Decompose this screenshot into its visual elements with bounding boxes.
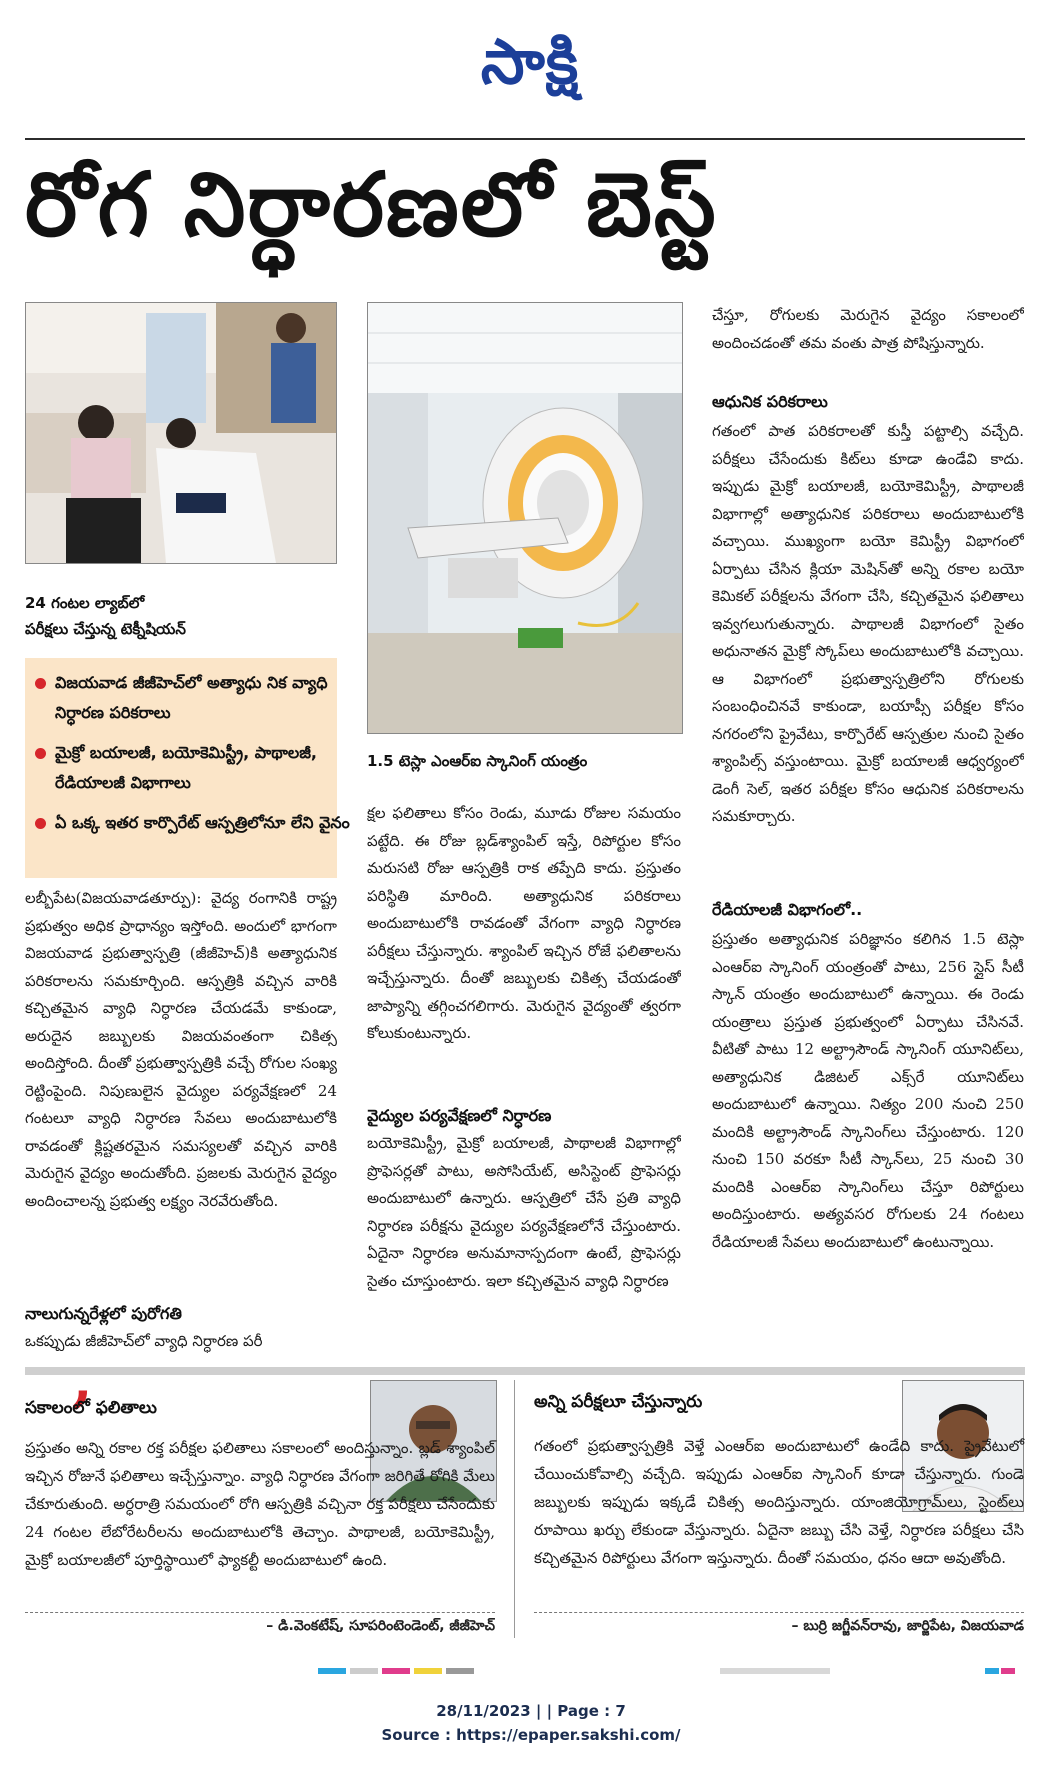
masthead-logo (420, 22, 640, 102)
logo-text: సాక్షి (480, 25, 580, 98)
highlight-item (35, 738, 351, 798)
box-left-text: ప్రస్తుతం అన్ని రకాల రక్త పరీక్షల ఫలితాలు సకాలంలో అందిస్తున్నాం. బ్లడ్‌ శ్యాంపిల్‌ ఇచ్చిన రోజునే ఫలితాలు ఇచ్చేస్తున్నాం. వ్యాధి నిర్ధారణ వేగంగా జరిగితే రోగికి మేలు చేకూరుతుంది. అర్ధరాత్రి సమయంలో రోగి ఆస్పత్రికి వచ్చినా రక్త పరీక్షలు చేసేందుకు 24 గంటల లేబోరేటరీలను అందుబాటులోకి తెచ్చాం. పాథాలజీ, బయోకెమిస్ట్రీ, మైక్రో బయాలజీలో పూర్తిస్థాయిలో ఫ్యాకల్టీ అందుబాటులో ఉంది. (25, 1439, 495, 1569)
photo1-caption-line1: 24 గంటల ల్యాబ్‌లో (25, 594, 145, 612)
article-column-1 (25, 885, 337, 1297)
box-left-divider (25, 1612, 495, 1613)
box-right-divider (534, 1612, 1024, 1613)
photo1-caption (25, 590, 345, 642)
article-column-3-c (712, 926, 1024, 1356)
photo-lab-technician (25, 302, 337, 564)
box-right-title: అన్ని పరీక్షలూ చేస్తున్నారు (534, 1392, 703, 1412)
section-band (25, 1367, 1025, 1375)
bullet-icon (35, 818, 46, 829)
subheading-radiology: రేడియాలజీ విభాగంలో.. (712, 900, 863, 919)
bullet-icon (35, 748, 46, 759)
color-mark (318, 1668, 346, 1674)
article-col3-text-b: గతంలో పాత పరికరాలతో కుస్తీ పట్టాల్సి వచ్చేది. పరీక్షలు చేసేందుకు కిట్‌లు కూడా ఉండేవి కాదు. ఇప్పుడు మైక్రో బయాలజీ, బయోకెమిస్ట్రీ, పాథాలజీ విభాగాల్లో అత్యాధునిక పరికరాలు అందుబాటులోకి వచ్చాయి. ముఖ్యంగా బయో కెమిస్ట్రీ విభాగంలో ఏర్పాటు చేసిన క్లియా మెషిన్‌తో అన్ని రకాల బయో కెమికల్‌ పరీక్షలను వేగంగా చేసి, కచ్చితమైన ఫలితాలు ఇవ్వగలుగుతున్నారు. పాథాలజీ విభాగంలో సైతం అధునాతన మైక్రో స్కోప్‌లు అందుబాటులోకి వచ్చాయి. ఆ విభాగంలో ప్రభుత్వాస్పత్రిలోని రోగులకు సంబంధించినవే కాకుండా, బయాప్సీ పరీక్షల కోసం నగరంలోని ప్రైవేటు, కార్పొరేట్‌ ఆస్పత్రుల నుంచి సైతం శ్యాంపిల్స్‌ వస్తుంటాయి. మైక్రో బయాలజీ ఆధ్వర్యంలో డెంగీ సెల్‌, ఇతర పరీక్షల కోసం ఆధునిక పరికరాలను సమకూర్చారు. (712, 422, 1024, 825)
color-mark (720, 1668, 830, 1674)
footer-source: Source : https://epaper.sakshi.com/ (381, 1726, 681, 1744)
mri-machine-image (368, 303, 682, 733)
article-column-2-b (367, 1130, 681, 1356)
article-col1-tail-text: ఒకప్పుడు జీజీహెచ్‌లో వ్యాధి నిర్ధారణ పరీ (25, 1332, 263, 1350)
headline: రోగ నిర్ధారణలో బెస్ట్ (25, 153, 718, 256)
color-mark (382, 1668, 410, 1674)
box-left-attribution: – డి.వెంకటేష్‌, సూపరింటెండెంట్‌, జీజీహెచ్‌ (266, 1618, 495, 1634)
photo-mri-machine (367, 302, 683, 734)
highlight-item (35, 668, 351, 728)
highlights-box (25, 658, 350, 878)
highlight-text: మైక్రో బయాలజీ, బయోకెమిస్ట్రీ, పాథాలజీ, రేడియాలజీ విభాగాలు (55, 743, 317, 792)
subheading-supervision: వైద్యుల పర్యవేక్షణలో నిర్ధారణ (367, 1106, 552, 1125)
photo1-caption-line2: పరీక్షలు చేస్తున్న టెక్నీషియన్ (25, 620, 186, 638)
article-column-3-a (712, 302, 1024, 386)
box-divider (514, 1380, 515, 1638)
color-mark (414, 1668, 442, 1674)
highlight-item (35, 808, 351, 838)
highlight-text: ఏ ఒక్క ఇతర కార్పొరేట్‌ ఆస్పత్రిలోనూ లేని వైనం (55, 813, 350, 832)
box-right-text: గతంలో ప్రభుత్వాస్పత్రికి వెళ్తే ఎంఆర్‌ఐ అందుబాటులో ఉండేది కాదు. ప్రైవేటులో చేయించుకోవాల్సి వచ్చేది. ఇప్పుడు ఎంఆర్‌ఐ స్కానింగ్‌ కూడా చేస్తున్నారు. గుండె జబ్బులకు ఇప్పుడు ఇక్కడే చికిత్స అందిస్తున్నారు. యాంజియోగ్రామ్‌లు, స్టెంట్‌లు రూపాయి ఖర్చు లేకుండా వేస్తున్నారు. ఏదైనా జబ్బు చేసి వెళ్తే, నిర్ధారణ పరీక్షలు చేసి కచ్చితమైన రిపోర్టులు వేగంగా ఇస్తున్నారు. దీంతో సమయం, ధనం ఆదా అవుతోంది. (534, 1437, 1024, 1567)
article-column-2-a (367, 800, 681, 1100)
color-mark (985, 1668, 999, 1674)
lab-technician-image (26, 303, 336, 563)
article-col1-text: లబ్బీపేట(విజయవాడతూర్పు): వైద్య రంగానికి రాష్ట్ర ప్రభుత్వం అధిక ప్రాధాన్యం ఇస్తోంది. అందులో భాగంగా విజయవాడ ప్రభుత్వాస్పత్రి (జీజీహెచ్‌)కి అత్యాధునిక పరికరాలను సమకూర్చింది. ఆస్పత్రికి వచ్చిన వారికి కచ్చితమైన వ్యాధి నిర్ధారణ చేయడమే కాకుండా, అరుదైన జబ్బులకు విజయవంతంగా చికిత్స అందిస్తోంది. దీంతో ప్రభుత్వాస్పత్రికి వచ్చే రోగుల సంఖ్య రెట్టింపైంది. నిపుణులైన వైద్యుల పర్యవేక్షణలో 24 గంటలూ వ్యాధి నిర్ధారణ సేవలు అందుబాటులోకి రావడంతో క్లిష్టతరమైన సమస్యలతో వచ్చిన వారికి మెరుగైన వైద్యం అందుతోంది. ప్రజలకు మెరుగైన వైద్యం అందించాలన్న ప్రభుత్వ లక్ష్యం నెరవేరుతోంది. (25, 889, 337, 1210)
article-col2-text-b: బయోకెమిస్ట్రీ, మైక్రో బయాలజీ, పాథాలజీ విభాగాల్లో ప్రొఫెసర్లతో పాటు, అసోసియేట్‌, అసిస్టెంట్‌ ప్రొఫెసర్లు అందుబాటులో ఉన్నారు. ఆస్పత్రిలో చేసే ప్రతి వ్యాధి నిర్ధారణ పరీక్షను వైద్యుల పర్యవేక్షణలోనే చేస్తుంటారు. ఏదైనా నిర్ధారణ అనుమానాస్పదంగా ఉంటే, ప్రొఫెసర్లు సైతం చూస్తుంటారు. ఇలా కచ్చితమైన వ్యాధి నిర్ధారణ (367, 1134, 681, 1290)
subheading-modern-equipment: ఆధునిక పరికరాలు (712, 392, 828, 411)
color-mark (350, 1668, 378, 1674)
footer-date-page: 28/11/2023 | | Page : 7 (436, 1702, 626, 1720)
bullet-icon (35, 678, 46, 689)
box-right-attribution: – బుర్రి జగ్జీవన్‌రావు, జార్జిపేట, విజయవాడ (791, 1618, 1024, 1634)
subheading-progress: నాలుగున్నరేళ్లలో పురోగతి (25, 1304, 182, 1323)
color-mark (1001, 1668, 1015, 1674)
photo2-caption: 1.5 టెస్లా ఎంఆర్‌ఐ స్కానింగ్‌ యంత్రం (367, 752, 588, 770)
highlight-text: విజయవాడ జీజీహెచ్‌లో అత్యాధు నిక వ్యాధి నిర్ధారణ పరికరాలు (55, 673, 328, 722)
color-mark (446, 1668, 474, 1674)
quote-icon: , (72, 1345, 93, 1415)
article-col3-text-c: ప్రస్తుతం అత్యాధునిక పరిజ్ఞానం కలిగిన 1.5 టెస్లా ఎంఆర్‌ఐ స్కానింగ్‌ యంత్రంతో పాటు, 256 స్లైస్‌ సీటీ స్కాన్‌ యంత్రం అందుబాటులో ఉన్నాయి. ఈ రెండు యంత్రాలు ప్రస్తుత ప్రభుత్వంలో ఏర్పాటు చేసినవే. వీటితో పాటు 12 అల్ట్రాసౌండ్‌ స్కానింగ్‌ యూనిట్‌లు, అత్యాధునిక డిజిటల్‌ ఎక్స్‌రే యూనిట్‌లు అందుబాటులో ఉన్నాయి. నిత్యం 200 నుంచి 250 మందికి అల్ట్రాసౌండ్‌ స్కానింగ్‌లు చేస్తుంటారు. 120 నుంచి 150 వరకూ సీటీ స్కాన్‌లు, 25 నుంచి 30 మందికి ఎంఆర్‌ఐ స్కానింగ్‌లు చేస్తూ రిపోర్టులు అందిస్తుంటారు. అత్యవసర రోగులకు 24 గంటలు రేడియాలజీ సేవలు అందుబాటులో ఉంటున్నాయి. (712, 930, 1024, 1251)
article-col2-text-a: క్షల ఫలితాలు కోసం రెండు, మూడు రోజుల సమయం పట్టేది. ఈ రోజు బ్లడ్‌శ్యాంపిల్‌ ఇస్తే, రిపోర్టుల కోసం మరుసటి రోజు ఆస్పత్రికి రాక తప్పేది కాదు. ప్రస్తుతం పరిస్థితి మారింది. అత్యాధునిక పరికరాలు అందుబాటులోకి రావడంతో వేగంగా వ్యాధి నిర్ధారణ పరీక్షలు చేస్తున్నారు. శ్యాంపిల్‌ ఇచ్చిన రోజే ఫలితాలను ఇచ్చేస్తున్నారు. దీంతో జబ్బులకు చికిత్స చేయడంతో జాప్యాన్ని తగ్గించగలిగారు. మెరుగైన వైద్యంతో త్వరగా కోలుకుంటున్నారు. (367, 804, 681, 1042)
article-column-3-b (712, 418, 1024, 888)
box-left-title: సకాలంలో ఫలితాలు (25, 1398, 157, 1418)
masthead-rule (25, 138, 1025, 140)
article-col3-text-a: చేస్తూ, రోగులకు మెరుగైన వైద్యం సకాలంలో అందించడంతో తమ వంతు పాత్ర పోషిస్తున్నారు. (712, 306, 1024, 352)
